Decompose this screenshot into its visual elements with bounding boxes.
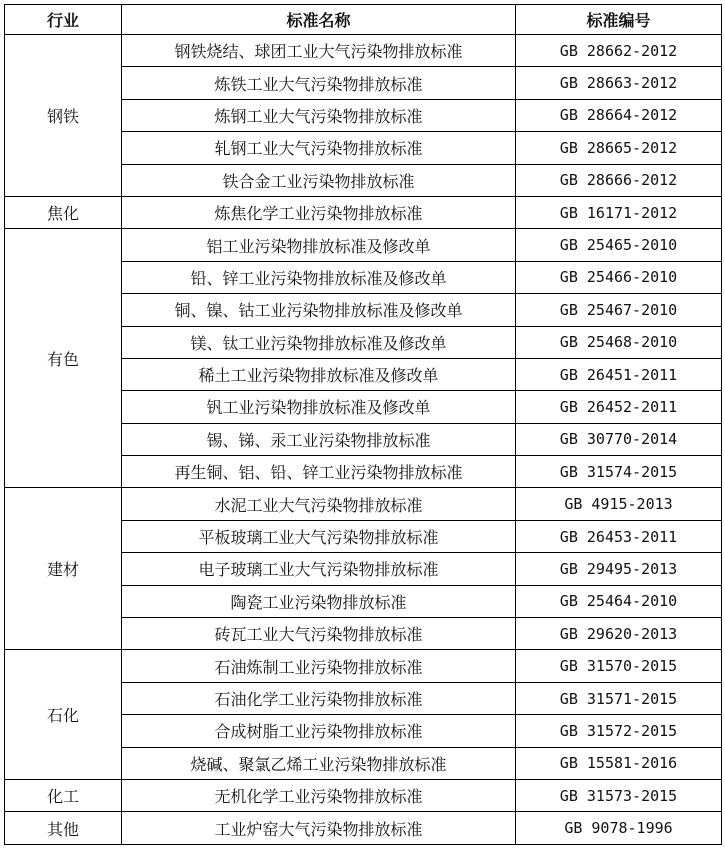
header-standard-code: 标准编号 — [516, 5, 722, 35]
header-standard-name: 标准名称 — [122, 5, 516, 35]
standard-code-cell: GB 28666-2012 — [516, 164, 722, 196]
standard-code-cell: GB 25468-2010 — [516, 326, 722, 358]
table-row — [5, 229, 722, 261]
standard-code-cell: GB 15581-2016 — [516, 747, 722, 779]
standard-name-cell: 再生铜、铝、铅、锌工业污染物排放标准 — [122, 456, 516, 488]
standard-name-cell: 铝工业污染物排放标准及修改单 — [122, 229, 516, 261]
standard-name-cell: 平板玻璃工业大气污染物排放标准 — [122, 520, 516, 552]
standard-name-cell: 镁、钛工业污染物排放标准及修改单 — [122, 326, 516, 358]
standard-name-cell: 石油化学工业污染物排放标准 — [122, 682, 516, 714]
standard-code-cell: GB 31573-2015 — [516, 779, 722, 811]
standard-code-cell: GB 31574-2015 — [516, 456, 722, 488]
industry-cell: 钢铁 — [5, 35, 122, 197]
table-row — [5, 488, 722, 520]
standard-name-cell: 电子玻璃工业大气污染物排放标准 — [122, 553, 516, 585]
standard-name-cell: 钒工业污染物排放标准及修改单 — [122, 391, 516, 423]
standard-code-cell: GB 28664-2012 — [516, 99, 722, 131]
industry-cell: 有色 — [5, 229, 122, 488]
standard-code-cell: GB 28662-2012 — [516, 35, 722, 67]
standard-code-cell: GB 29620-2013 — [516, 618, 722, 650]
standard-name-cell: 无机化学工业污染物排放标准 — [122, 779, 516, 811]
table-row — [5, 779, 722, 811]
standards-table — [4, 4, 722, 845]
standard-name-cell: 铅、锌工业污染物排放标准及修改单 — [122, 261, 516, 293]
industry-cell: 化工 — [5, 779, 122, 811]
standard-code-cell: GB 31570-2015 — [516, 650, 722, 682]
standard-name-cell: 合成树脂工业污染物排放标准 — [122, 715, 516, 747]
standard-name-cell: 炼焦化学工业污染物排放标准 — [122, 196, 516, 228]
standard-code-cell: GB 31571-2015 — [516, 682, 722, 714]
standard-name-cell: 钢铁烧结、球团工业大气污染物排放标准 — [122, 35, 516, 67]
table-row — [5, 196, 722, 228]
standard-code-cell: GB 25465-2010 — [516, 229, 722, 261]
header-industry: 行业 — [5, 5, 122, 35]
table-row — [5, 812, 722, 844]
standard-name-cell: 陶瓷工业污染物排放标准 — [122, 585, 516, 617]
standard-code-cell: GB 26452-2011 — [516, 391, 722, 423]
standard-name-cell: 水泥工业大气污染物排放标准 — [122, 488, 516, 520]
standard-code-cell: GB 16171-2012 — [516, 196, 722, 228]
industry-cell: 焦化 — [5, 196, 122, 228]
header-row — [5, 5, 722, 35]
standard-code-cell: GB 26453-2011 — [516, 520, 722, 552]
industry-cell: 石化 — [5, 650, 122, 780]
table-row — [5, 650, 722, 682]
standard-code-cell: GB 29495-2013 — [516, 553, 722, 585]
standard-name-cell: 稀土工业污染物排放标准及修改单 — [122, 358, 516, 390]
standard-code-cell: GB 26451-2011 — [516, 358, 722, 390]
standard-name-cell: 铜、镍、钴工业污染物排放标准及修改单 — [122, 294, 516, 326]
table-row — [5, 35, 722, 67]
industry-cell: 建材 — [5, 488, 122, 650]
standard-name-cell: 石油炼制工业污染物排放标准 — [122, 650, 516, 682]
standard-code-cell: GB 30770-2014 — [516, 423, 722, 455]
standard-code-cell: GB 25467-2010 — [516, 294, 722, 326]
standard-name-cell: 轧钢工业大气污染物排放标准 — [122, 132, 516, 164]
standard-code-cell: GB 25464-2010 — [516, 585, 722, 617]
standard-name-cell: 工业炉窑大气污染物排放标准 — [122, 812, 516, 844]
standard-code-cell: GB 9078-1996 — [516, 812, 722, 844]
industry-cell: 其他 — [5, 812, 122, 844]
standard-code-cell: GB 25466-2010 — [516, 261, 722, 293]
standard-name-cell: 烧碱、聚氯乙烯工业污染物排放标准 — [122, 747, 516, 779]
standard-code-cell: GB 31572-2015 — [516, 715, 722, 747]
standard-name-cell: 锡、锑、汞工业污染物排放标准 — [122, 423, 516, 455]
standard-code-cell: GB 28663-2012 — [516, 67, 722, 99]
standard-name-cell: 炼铁工业大气污染物排放标准 — [122, 67, 516, 99]
standard-code-cell: GB 28665-2012 — [516, 132, 722, 164]
standard-name-cell: 砖瓦工业大气污染物排放标准 — [122, 618, 516, 650]
table-body — [5, 35, 722, 845]
standard-code-cell: GB 4915-2013 — [516, 488, 722, 520]
standard-name-cell: 铁合金工业污染物排放标准 — [122, 164, 516, 196]
standard-name-cell: 炼钢工业大气污染物排放标准 — [122, 99, 516, 131]
